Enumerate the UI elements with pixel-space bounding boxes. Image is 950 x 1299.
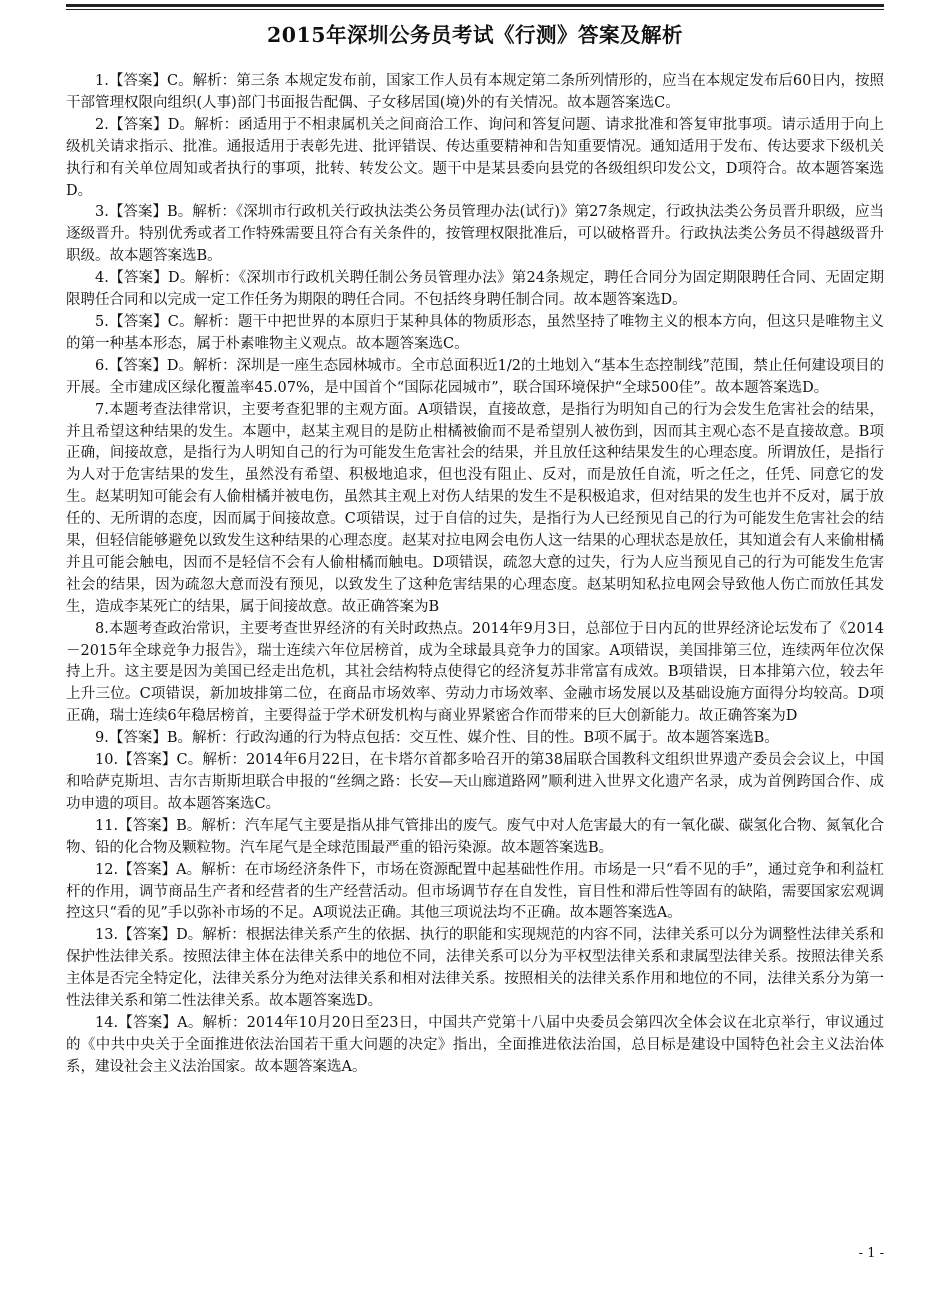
answer-item-9: 9.【答案】B。解析：行政沟通的行为特点包括：交互性、媒介性、目的性。B项不属于。故本题答案选B。 bbox=[95, 730, 779, 747]
answer-list bbox=[66, 71, 884, 1079]
answer-item-14: 14.【答案】A。解析：2014年10月20日至23日，中国共产党第十八届中央委员会第四次全体会议在北京举行，审议通过的《中共中央关于全面推进依法治国若干重大问题的决定》指出，全面推进依法治国，总目标是建设中国特色社会主义法治体系，建设社会主义法治国家。故本题答案选A。 bbox=[66, 1014, 884, 1075]
answer-item-7: 7.本题考查法律常识，主要考查犯罪的主观方面。A项错误，直接故意，是指行为明知自己的行为会发生危害社会的结果，并且希望这种结果的发生。本题中，赵某主观目的是防止柑橘被偷而不是希望别人被伤到，因而其主观心态不是直接故意。B项正确，间接故意，是指行为人明知自己的行为可能发生危害社会的结果，并且放任这种结果发生的心理态度。所谓放任，是指行为人对于危害结果的发生，虽然没有希望、积极地追求，但也没有阻止、反对，而是放任自流，听之任之，任凭、同意它的发生。赵某明知可能会有人偷柑橘并被电伤，虽然其主观上对伤人结果的发生不是积极追求，但对结果的发生也并不反对，属于放任的、无所谓的态度，因而属于间接故意。C项错误，过于自信的过失，是指行为人已经预见自己的行为可能发生危害社会的结果，但轻信能够避免以致发生这种结果的心理态度。赵某对拉电网会电伤人这一结果的心理状态是放任，其知道会有人来偷柑橘并且可能会触电，因而不是轻信不会有人偷柑橘而触电。D项错误，疏忽大意的过失，行为人应当预见自己的行为可能发生危害社会的结果，因为疏忽大意而没有预见，以致发生了这种危害结果的心理态度。赵某明知私拉电网会导致他人伤亡而放任其发生，造成李某死亡的结果，属于间接故意。故正确答案为B bbox=[66, 401, 884, 615]
answer-item-10: 10.【答案】C。解析：2014年6月22日，在卡塔尔首都多哈召开的第38届联合国教科文组织世界遗产委员会会议上，中国和哈萨克斯坦、吉尔吉斯斯坦联合申报的“丝绸之路：长安—天山廊道路网”顺利进入世界文化遗产名录，成为首例跨国合作、成功申遗的项目。故本题答案选C。 bbox=[66, 752, 884, 812]
header-rule bbox=[66, 4, 884, 10]
page-number: - 1 - bbox=[858, 1246, 884, 1261]
answer-item-8: 8.本题考查政治常识，主要考查世界经济的有关时政热点。2014年9月3日，总部位于日内瓦的世界经济论坛发布了《2014－2015年全球竞争力报告》，瑞士连续六年位居榜首，成为全球最具竞争力的国家。A项错误，美国排第三位，连续两年位次保持上升。这主要是因为美国已经走出危机，其社会结构特点使得它的经济复苏非常富有成效。B项错误，日本排第六位，较去年上升三位。C项错误，新加坡排第二位，在商品市场效率、劳动力市场效率、金融市场发展以及基础设施方面得分均较高。D项正确，瑞士连续6年稳居榜首，主要得益于学术研发机构与商业界紧密合作而带来的巨大创新能力。故正确答案为D bbox=[66, 620, 884, 725]
answer-item-6: 6.【答案】D。解析：深圳是一座生态园林城市。全市总面积近1/2的土地划入“基本生态控制线”范围，禁止任何建设项目的开展。全市建成区绿化覆盖率45.07%，是中国首个“国际花园城市”，联合国环境保护“全球500佳”。故本题答案选D。 bbox=[66, 357, 884, 396]
document-title: 2015年深圳公务员考试《行测》答案及解析 bbox=[266, 23, 684, 47]
answer-item-3: 3.【答案】B。解析：《深圳市行政机关行政执法类公务员管理办法(试行)》第27条规定，行政执法类公务员晋升职级，应当逐级晋升。特别优秀或者工作特殊需要且符合有关条件的，按管理权限批准后，可以破格晋升。行政执法类公务员不得越级晋升职级。故本题答案选B。 bbox=[66, 204, 884, 265]
answer-item-13: 13.【答案】D。解析：根据法律关系产生的依据、执行的职能和实现规范的内容不同，法律关系可以分为调整性法律关系和保护性法律关系。按照法律主体在法律关系中的地位不同，法律关系可以分为平权型法律关系和隶属型法律关系。按照法律关系主体是否完全特定化，法律关系分为绝对法律关系和相对法律关系。按照相关的法律关系作用和地位的不同，法律关系分为第一性法律关系和第二性法律关系。故本题答案选D。 bbox=[66, 927, 884, 1010]
answer-item-1: 1.【答案】C。解析：第三条 本规定发布前，国家工作人员有本规定第二条所列情形的，应当在本规定发布后60日内，按照干部管理权限向组织(人事)部门书面报告配偶、子女移居国(境)外的有关情况。故本题答案选C。 bbox=[66, 73, 884, 111]
answer-item-11: 11.【答案】B。解析：汽车尾气主要是指从排气管排出的废气。废气中对人危害最大的有一氧化碳、碳氢化合物、氮氧化合物、铅的化合物及颗粒物。汽车尾气是全球范围最严重的铅污染源。故本题答案选B。 bbox=[66, 817, 884, 856]
answer-item-2: 2.【答案】D。解析：函适用于不相隶属机关之间商洽工作、询问和答复问题、请求批准和答复审批事项。请示适用于向上级机关请求指示、批准。通报适用于表彰先进、批评错误、传达重要精神和告知重要情况。通知适用于发布、传达要求下级机关执行和有关单位周知或者执行的事项，批转、转发公文。题干中是某县委向县党的各级组织印发公文，D项符合。故本题答案选D。 bbox=[66, 116, 884, 199]
answer-item-5: 5.【答案】C。解析：题干中把世界的本原归于某种具体的物质形态，虽然坚持了唯物主义的根本方向，但这只是唯物主义的第一种基本形态，属于朴素唯物主义观点。故本题答案选C。 bbox=[66, 313, 884, 352]
answer-item-4: 4.【答案】D。解析：《深圳市行政机关聘任制公务员管理办法》第24条规定，聘任合同分为固定期限聘任合同、无固定期限聘任合同和以完成一定工作任务为期限的聘任合同。不包括终身聘任制合同。故本题答案选D。 bbox=[66, 270, 884, 309]
answer-item-12: 12.【答案】A。解析：在市场经济条件下，市场在资源配置中起基础性作用。市场是一只“看不见的手”，通过竞争和利益杠杆的作用，调节商品生产者和经营者的生产经营活动。但市场调节存在自发性，盲目性和滞后性等固有的缺陷，需要国家宏观调控这只“看的见”手以弥补市场的不足。A项说法正确。其他三项说法均不正确。故本题答案选A。 bbox=[66, 861, 884, 922]
